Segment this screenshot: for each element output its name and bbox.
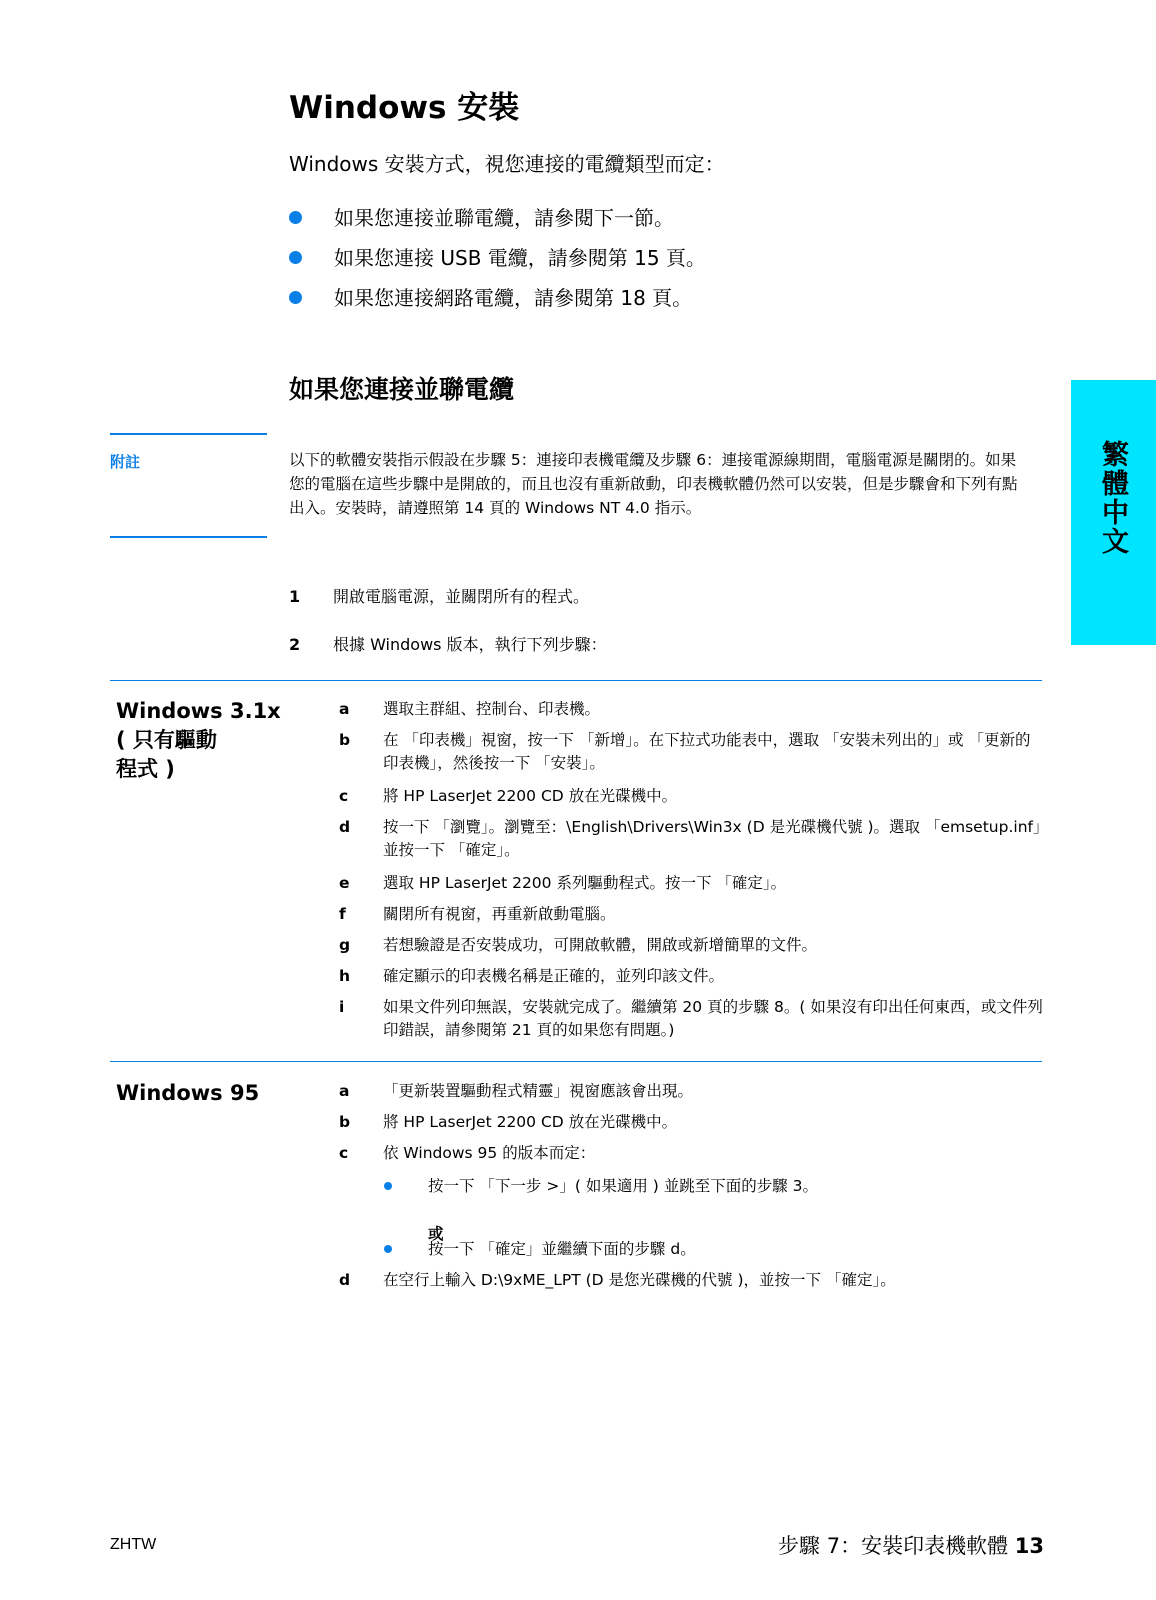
list-item: 如果您連接 USB 電纜，請參閱第 15 頁。 xyxy=(289,240,706,280)
bullet-icon xyxy=(289,291,302,304)
cable-type-list xyxy=(289,200,706,320)
bullet-icon xyxy=(289,211,302,224)
or-label: 或 xyxy=(428,1225,444,1243)
win31-item-e: e 選取 HP LaserJet 2200 系列驅動程式。按一下 「確定」。 xyxy=(339,874,787,892)
win95-heading: Windows 95 xyxy=(116,1081,260,1105)
win31-item-c: c 將 HP LaserJet 2200 CD 放在光碟機中。 xyxy=(339,787,678,805)
language-tab-label: 繁體中文 xyxy=(1097,440,1128,556)
step-number: 1 xyxy=(289,587,301,606)
win31-item-f: f 關閉所有視窗，再重新啟動電腦。 xyxy=(339,905,616,923)
note-text: 以下的軟體安裝指示假設在步驟 5：連接印表機電纜及步驟 6：連接電源線期間，電腦電源是關閉的。如果您的電腦在這些步驟中是開啟的，而且也沒有重新啟動，印表機軟體仍然可以安裝，但是步驟會和下列有點出入。安裝時，請遵照第 14 頁的 Windows NT 4.0 指示。 xyxy=(289,451,1018,517)
win31-item-h: h 確定顯示的印表機名稱是正確的，並列印該文件。 xyxy=(339,967,725,985)
win95-sub-bullet: 按一下 「確定」並繼續下面的步驟 d。 xyxy=(384,1238,696,1261)
win31-heading: Windows 3.1x ( 只有驅動 程式 ) xyxy=(116,699,281,781)
list-item: 如果您連接並聯電纜，請參閱下一節。 xyxy=(289,200,706,240)
win95-item-c: c 依 Windows 95 的版本而定： xyxy=(339,1144,596,1162)
win31-item-a: a 選取主群組、控制台、印表機。 xyxy=(339,700,601,718)
bullet-icon xyxy=(289,251,302,264)
win31-item-g: g 若想驗證是否安裝成功，可開啟軟體，開啟或新增簡單的文件。 xyxy=(339,936,818,954)
step-2 xyxy=(289,632,607,655)
step-text: 開啟電腦電源，並關閉所有的程式。 xyxy=(333,587,590,606)
page-title: Windows 安裝 xyxy=(289,90,520,126)
footer-chapter: 步驟 7：安裝印表機軟體 13 xyxy=(778,1534,1044,1558)
win31-item-b: b 在 「印表機」視窗，按一下 「新增」。在下拉式功能表中，選取 「安裝未列出的」或 「更新的印表機」，然後按一下 「安裝」。 xyxy=(339,731,1031,772)
page-number: 13 xyxy=(1014,1534,1044,1558)
bullet-icon xyxy=(384,1245,392,1253)
step-text: 根據 Windows 版本，執行下列步驟： xyxy=(333,635,607,654)
win31-item-i: i 如果文件列印無誤，安裝就完成了。繼續第 20 頁的步驟 8。( 如果沒有印出任何東西，或文件列印錯誤，請參閱第 21 頁的如果您有問題。) xyxy=(339,998,1043,1039)
intro-text: Windows 安裝方式，視您連接的電纜類型而定： xyxy=(289,152,725,176)
bullet-icon xyxy=(384,1182,392,1190)
language-tab xyxy=(1071,380,1156,645)
win31-item-d: d 按一下 「瀏覽」。瀏覽至：\English\Drivers\Win3x (D 是光碟機代號 )。選取 「emsetup.inf」並按一下 「確定」。 xyxy=(339,818,1041,859)
win95-item-d: d 在空行上輸入 D:\9xME_LPT (D 是您光碟機的代號 )，並按一下 「確定」。 xyxy=(339,1271,896,1289)
note-label: 附註 xyxy=(110,453,141,471)
win95-item-b: b 將 HP LaserJet 2200 CD 放在光碟機中。 xyxy=(339,1113,678,1131)
step-number: 2 xyxy=(289,635,301,654)
section-title: 如果您連接並聯電纜 xyxy=(289,375,515,404)
win95-sub-bullet: 按一下 「下一步 >」( 如果適用 ) 並跳至下面的步驟 3。 xyxy=(384,1175,818,1198)
section-divider xyxy=(110,1061,1042,1062)
step-1 xyxy=(289,584,589,607)
note-bottom-rule xyxy=(110,536,267,538)
win95-item-a: a 「更新裝置驅動程式精靈」視窗應該會出現。 xyxy=(339,1082,694,1100)
list-item: 如果您連接網路電纜，請參閱第 18 頁。 xyxy=(289,280,706,320)
footer-locale: ZHTW xyxy=(110,1536,157,1553)
note-top-rule xyxy=(110,433,267,435)
section-divider xyxy=(110,680,1042,681)
